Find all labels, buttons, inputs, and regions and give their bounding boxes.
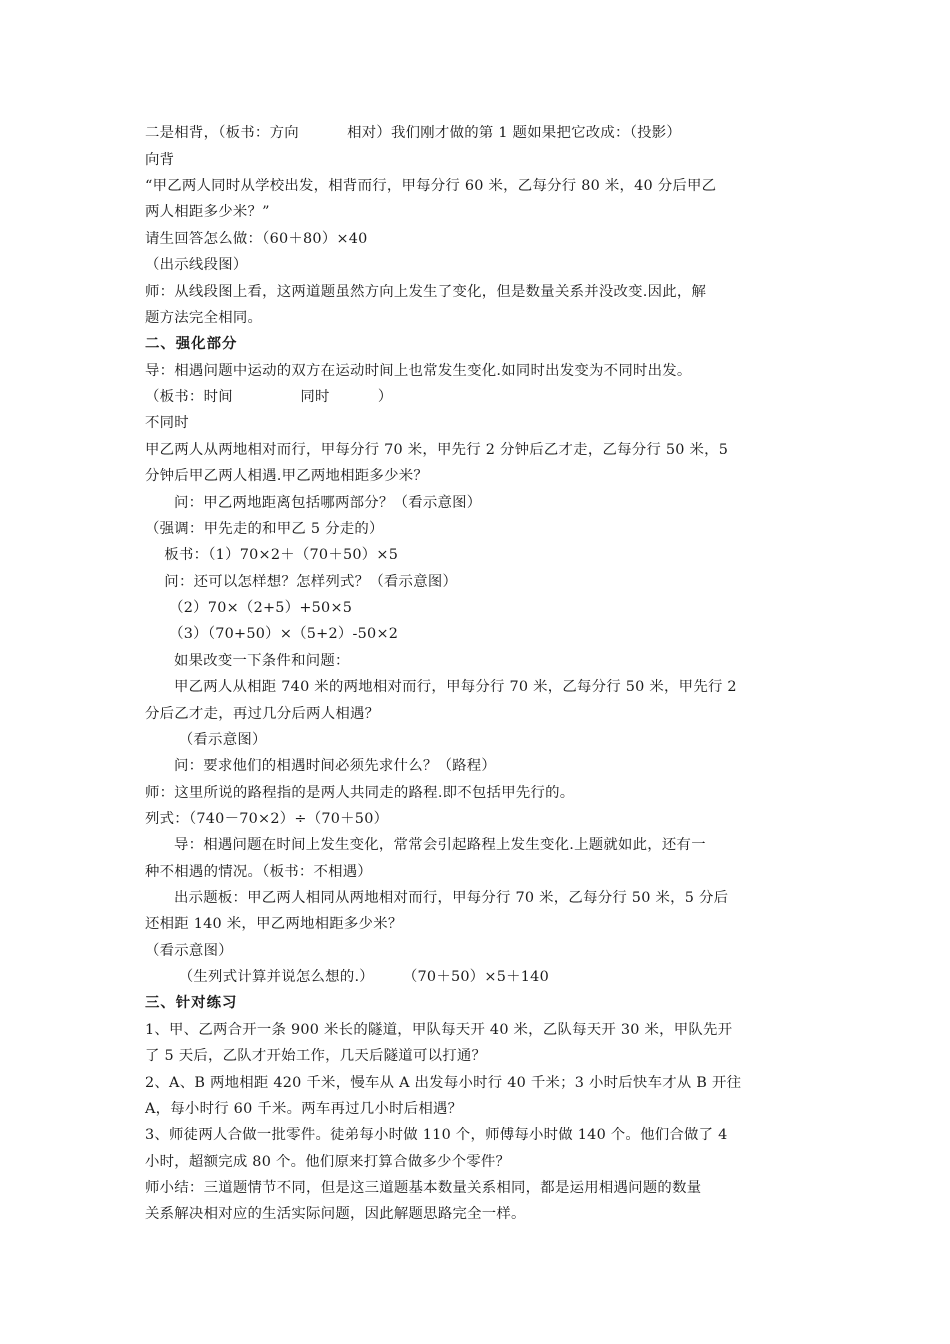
text-line: 两人相距多少米？” xyxy=(145,204,270,220)
text-line: 还相距 140 米，甲乙两地相距多少米？ xyxy=(145,916,403,932)
text-line: 1、甲、乙两合开一条 900 米长的隧道，甲队每天开 40 米，乙队每天开 30 米，甲队先开 xyxy=(145,1022,733,1038)
text-line: 甲乙两人从两地相对而行，甲每分行 70 米，甲先行 2 分钟后乙才走，乙每分行 50 米，5 xyxy=(145,442,729,458)
text-line: 了 5 天后，乙队才开始工作，几天后隧道可以打通？ xyxy=(145,1048,487,1064)
text-line: 甲乙两人从相距 740 米的两地相对而行，甲每分行 70 米，乙每分行 50 米，甲先行 2 xyxy=(145,679,737,695)
text-line: 师：这里所说的路程指的是两人共同走的路程.即不包括甲先行的。 xyxy=(145,785,575,801)
text-line: 出示题板：甲乙两人相同从两地相对而行，甲每分行 70 米，乙每分行 50 米，5 分后 xyxy=(145,890,729,906)
text-line: 板书：（1）70×2＋（70＋50）×5 xyxy=(145,547,399,563)
text-line: 如果改变一下条件和问题： xyxy=(145,653,350,669)
text-line: 请生回答怎么做：（60＋80）×40 xyxy=(145,231,368,247)
text-line: 问：要求他们的相遇时间必须先求什么？（路程） xyxy=(145,758,497,774)
text-line: 不同时 xyxy=(145,415,189,431)
text-line: 关系解决相对应的生活实际问题，因此解题思路完全一样。 xyxy=(145,1206,526,1222)
text-line: （出示线段图） xyxy=(145,257,248,273)
text-line: （2）70×（2+5）+50×5 xyxy=(145,600,353,616)
text-line: 二是相背，（板书：方向 相对）我们刚才做的第 1 题如果把它改成：（投影） xyxy=(145,125,682,141)
text-line: 小时，超额完成 80 个。他们原来打算合做多少个零件？ xyxy=(145,1154,511,1170)
text-line: “甲乙两人同时从学校出发，相背而行，甲每分行 60 米，乙每分行 80 米，40 分后甲乙 xyxy=(145,178,717,194)
section-heading: 二、强化部分 xyxy=(145,336,238,352)
text-line: 3、师徒两人合做一批零件。徒弟每小时做 110 个，师傅每小时做 140 个。他们合做了 4 xyxy=(145,1127,728,1143)
text-line: 导：相遇问题中运动的双方在运动时间上也常发生变化.如同时出发变为不同时出发。 xyxy=(145,363,692,379)
text-line: 分后乙才走，再过几分后两人相遇？ xyxy=(145,706,380,722)
text-line: 导：相遇问题在时间上发生变化，常常会引起路程上发生变化.上题就如此，还有一 xyxy=(145,837,706,853)
text-line: 向背 xyxy=(145,152,175,168)
text-line: 分钟后甲乙两人相遇.甲乙两地相距多少米？ xyxy=(145,468,428,484)
text-line: 种不相遇的情况。（板书：不相遇） xyxy=(145,864,373,880)
text-line: 2、A、B 两地相距 420 千米，慢车从 A 出发每小时行 40 千米；3 小时后快车才从 B 开往 xyxy=(145,1075,742,1091)
text-line: （3）（70+50）×（5+2）-50×2 xyxy=(145,626,399,642)
text-line: 师：从线段图上看，这两道题虽然方向上发生了变化，但是数量关系并没改变.因此，解 xyxy=(145,284,707,300)
text-line: 题方法完全相同。 xyxy=(145,310,263,326)
text-line: 列式：（740－70×2）÷（70＋50） xyxy=(145,811,389,827)
text-line: 师小结：三道题情节不同，但是这三道题基本数量关系相同，都是运用相遇问题的数量 xyxy=(145,1180,702,1196)
text-line: 问：还可以怎样想？怎样列式？（看示意图） xyxy=(145,574,458,590)
text-line: A，每小时行 60 千米。两车再过几小时后相遇？ xyxy=(145,1101,463,1117)
section-heading: 三、针对练习 xyxy=(145,995,238,1011)
text-line: （板书：时间 同时 ） xyxy=(145,389,393,405)
text-line: （强调：甲先走的和甲乙 5 分走的） xyxy=(145,521,384,537)
text-line: （看示意图） xyxy=(145,732,267,748)
text-line: （生列式计算并说怎么想的.） （70＋50）×5＋140 xyxy=(145,969,549,985)
text-line: 问：甲乙两地距离包括哪两部分？（看示意图） xyxy=(145,495,482,511)
text-line: （看示意图） xyxy=(145,943,233,959)
